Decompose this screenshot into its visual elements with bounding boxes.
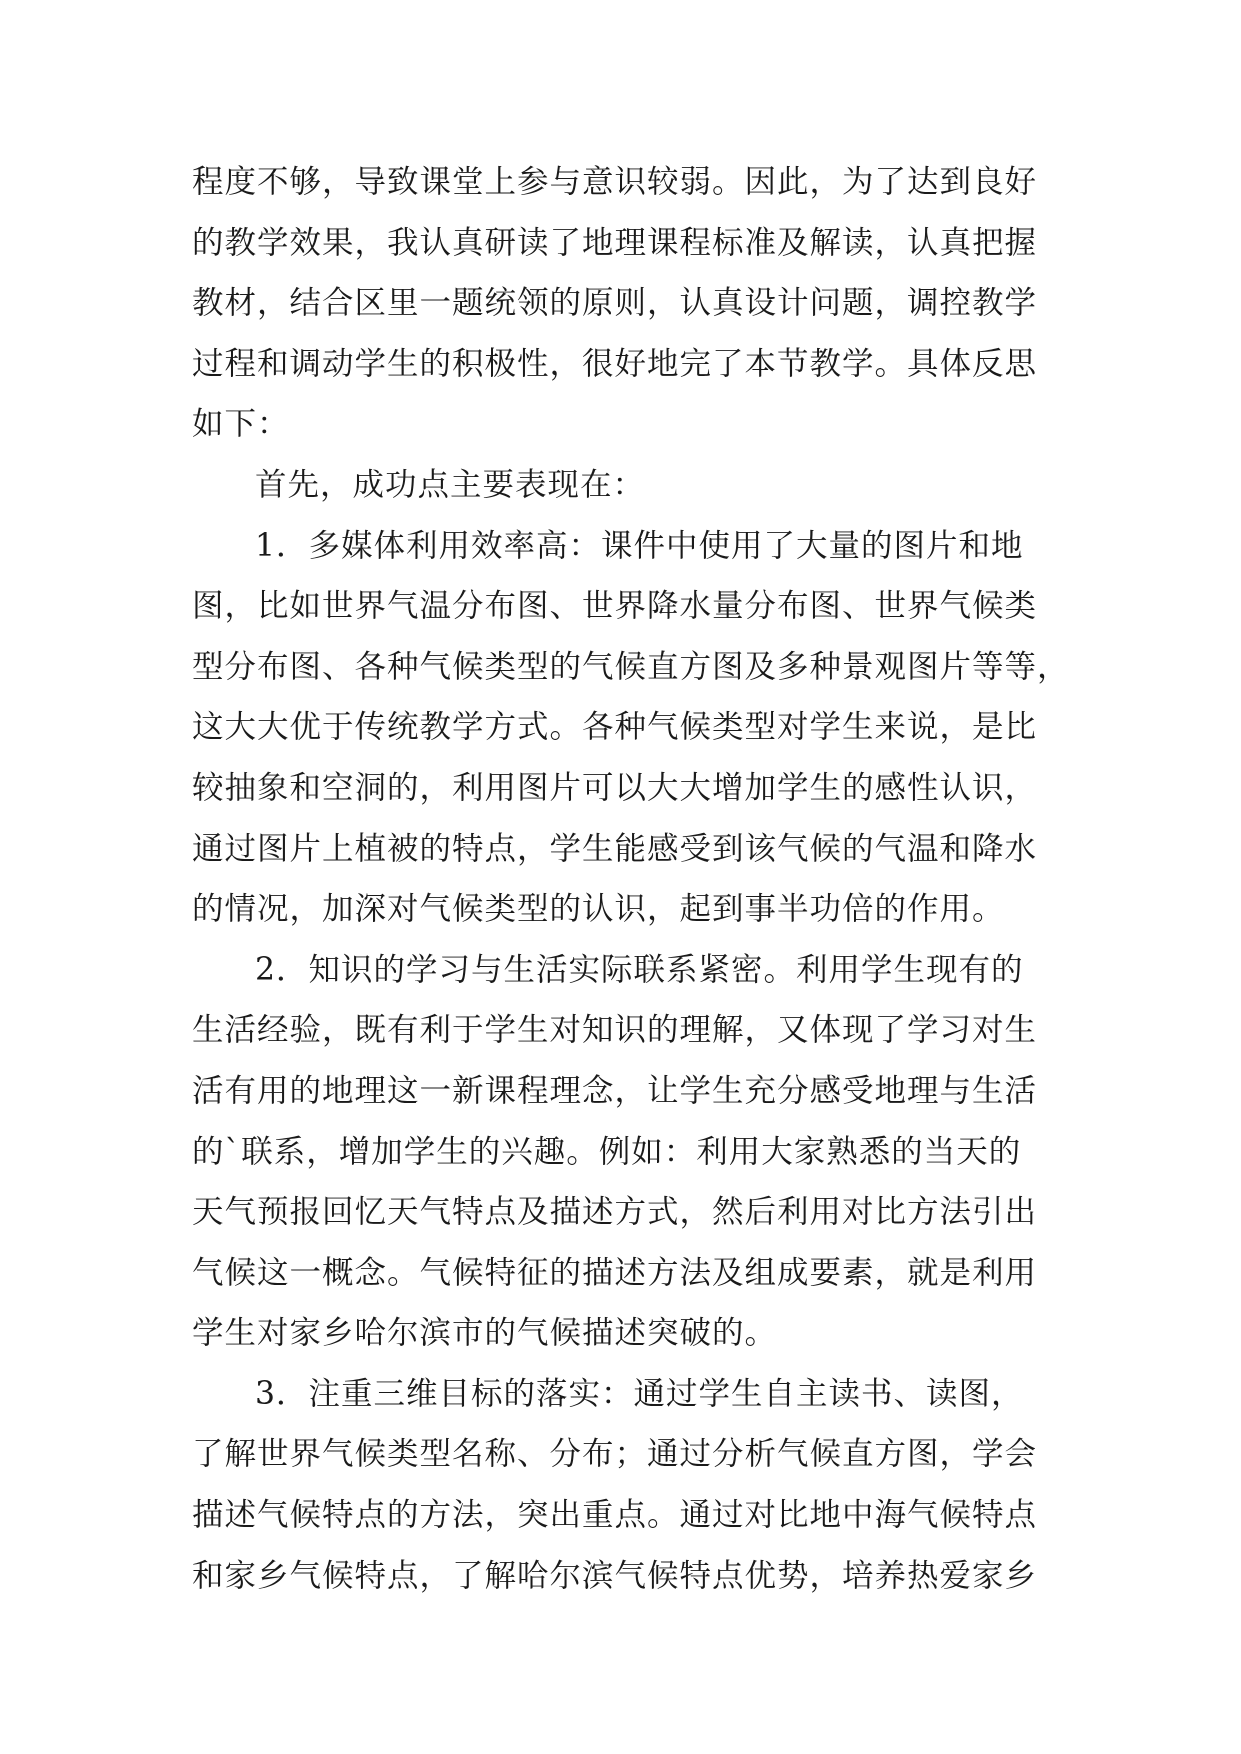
text-line: 如下： (192, 406, 290, 443)
text-line: 生活经验，既有利于学生对知识的理解，又体现了学习对生 (192, 1012, 1038, 1049)
text-line: 了解世界气候类型名称、分布；通过分析气候直方图，学会 (192, 1436, 1038, 1473)
text-line: 的教学效果，我认真研读了地理课程标准及解读，认真把握 (192, 224, 1038, 261)
text-line: 图，比如世界气温分布图、世界降水量分布图、世界气候类 (192, 588, 1038, 625)
text-line: 气候这一概念。气候特征的描述方法及组成要素，就是利用 (192, 1254, 1038, 1291)
text-line: 描述气候特点的方法，突出重点。通过对比地中海气候特点 (192, 1497, 1038, 1534)
body-text (192, 152, 1070, 1606)
paragraph-first-line: 3．注重三维目标的落实：通过学生自主读书、读图， (255, 1375, 1024, 1412)
text-line: 通过图片上植被的特点，学生能感受到该气候的气温和降水 (192, 830, 1038, 867)
paragraph-first-line: 2．知识的学习与生活实际联系紧密。利用学生现有的 (255, 951, 1024, 988)
text-line: 程度不够，导致课堂上参与意识较弱。因此，为了达到良好 (192, 164, 1038, 200)
text-line: 和家乡气候特点，了解哈尔滨气候特点优势，培养热爱家乡 (192, 1557, 1038, 1594)
text-line: 的情况，加深对气候类型的认识，起到事半功倍的作用。 (192, 891, 1005, 928)
text-line: 过程和调动学生的积极性，很好地完了本节教学。具体反思 (192, 345, 1038, 382)
text-line: 的`联系，增加学生的兴趣。例如：利用大家熟悉的当天的 (192, 1133, 1022, 1170)
text-line: 这大大优于传统教学方式。各种气候类型对学生来说，是比 (192, 709, 1038, 746)
text-line: 活有用的地理这一新课程理念，让学生充分感受地理与生活 (192, 1072, 1038, 1109)
text-line: 学生对家乡哈尔滨市的气候描述突破的。 (192, 1315, 778, 1352)
text-line: 型分布图、各种气候类型的气候直方图及多种景观图片等等， (192, 648, 1070, 685)
text-line: 较抽象和空洞的，利用图片可以大大增加学生的感性认识， (192, 769, 1038, 806)
text-line: 天气预报回忆天气特点及描述方式，然后利用对比方法引出 (192, 1194, 1038, 1231)
paragraph-first-line: 首先，成功点主要表现在： (255, 466, 646, 503)
paragraph-first-line: 1．多媒体利用效率高：课件中使用了大量的图片和地 (255, 527, 1024, 564)
text-line: 教材，结合区里一题统领的原则，认真设计问题，调控教学 (192, 285, 1038, 322)
